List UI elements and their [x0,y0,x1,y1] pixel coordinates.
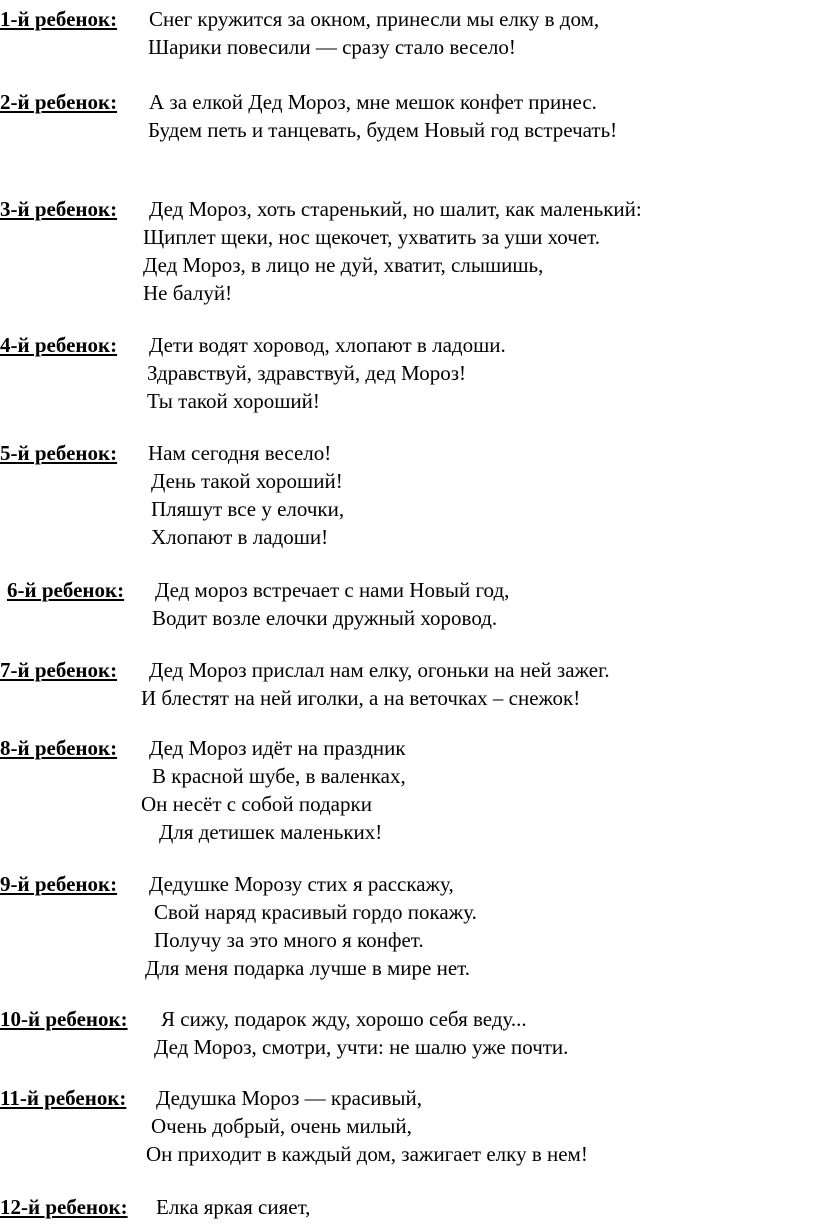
verse-line: Для детишек маленьких! [159,820,383,844]
speaker-label: 3-й ребенок: [0,197,118,221]
verse-line: Дедушка Мороз — красивый, [156,1086,422,1110]
verse-line: Не балуй! [143,281,233,305]
speaker-label: 10-й ребенок: [0,1007,128,1031]
verse-line: Дед Мороз, хоть старенький, но шалит, как маленький: [149,197,642,221]
speaker-label: 12-й ребенок: [0,1195,128,1219]
verse-line: Хлопают в ладоши! [151,525,329,549]
verse-line: Дед мороз встречает с нами Новый год, [155,578,510,602]
verse-line: Снег кружится за окном, принесли мы елку в дом, [149,7,600,31]
verse-line: Шарики повесили — сразу стало весело! [148,35,516,59]
verse-line: Получу за это много я конфет. [154,928,424,952]
verse-line: Ты такой хороший! [147,389,320,413]
verse-line: А за елкой Дед Мороз, мне мешок конфет принес. [149,90,597,114]
verse-line: Свой наряд красивый гордо покажу. [154,900,477,924]
verse-line: Дед Мороз идёт на праздник [149,736,406,760]
verse-line: Я сижу, подарок жду, хорошо себя веду... [161,1007,527,1031]
verse-line: Дед Мороз, в лицо не дуй, хватит, слышишь, [143,253,544,277]
verse-line: День такой хороший! [151,469,343,493]
verse-line: Очень добрый, очень милый, [151,1114,412,1138]
speaker-label: 7-й ребенок: [0,658,118,682]
speaker-label: 11-й ребенок: [0,1086,127,1110]
verse-line: Дети водят хоровод, хлопают в ладоши. [149,333,506,357]
verse-line: Для меня подарка лучше в мире нет. [145,956,471,980]
speaker-label: 9-й ребенок: [0,872,118,896]
verse-line: И блестят на ней иголки, а на веточках – снежок! [141,686,581,710]
speaker-label: 5-й ребенок: [0,441,118,465]
verse-line: Елка яркая сияет, [156,1195,311,1219]
speaker-label: 2-й ребенок: [0,90,118,114]
speaker-label: 4-й ребенок: [0,333,118,357]
verse-line: Нам сегодня весело! [148,441,332,465]
speaker-label: 8-й ребенок: [0,736,118,760]
verse-line: Дедушке Морозу стих я расскажу, [149,872,454,896]
verse-line: Дед Мороз, смотри, учти: не шалю уже почти. [154,1035,569,1059]
verse-line: Он приходит в каждый дом, зажигает елку в нем! [146,1142,588,1166]
verse-line: Будем петь и танцевать, будем Новый год встречать! [148,118,618,142]
verse-line: Он несёт с собой подарки [141,792,372,816]
verse-line: Водит возле елочки дружный хоровод. [152,606,498,630]
verse-line: Пляшут все у елочки, [151,497,345,521]
speaker-label: 1-й ребенок: [0,7,118,31]
verse-line: В красной шубе, в валенках, [152,764,406,788]
verse-line: Здравствуй, здравствуй, дед Мороз! [147,361,466,385]
verse-line: Дед Мороз прислал нам елку, огоньки на ней зажег. [149,658,610,682]
verse-line: Щиплет щеки, нос щекочет, ухватить за уши хочет. [143,225,600,249]
speaker-label: 6-й ребенок: [7,578,125,602]
